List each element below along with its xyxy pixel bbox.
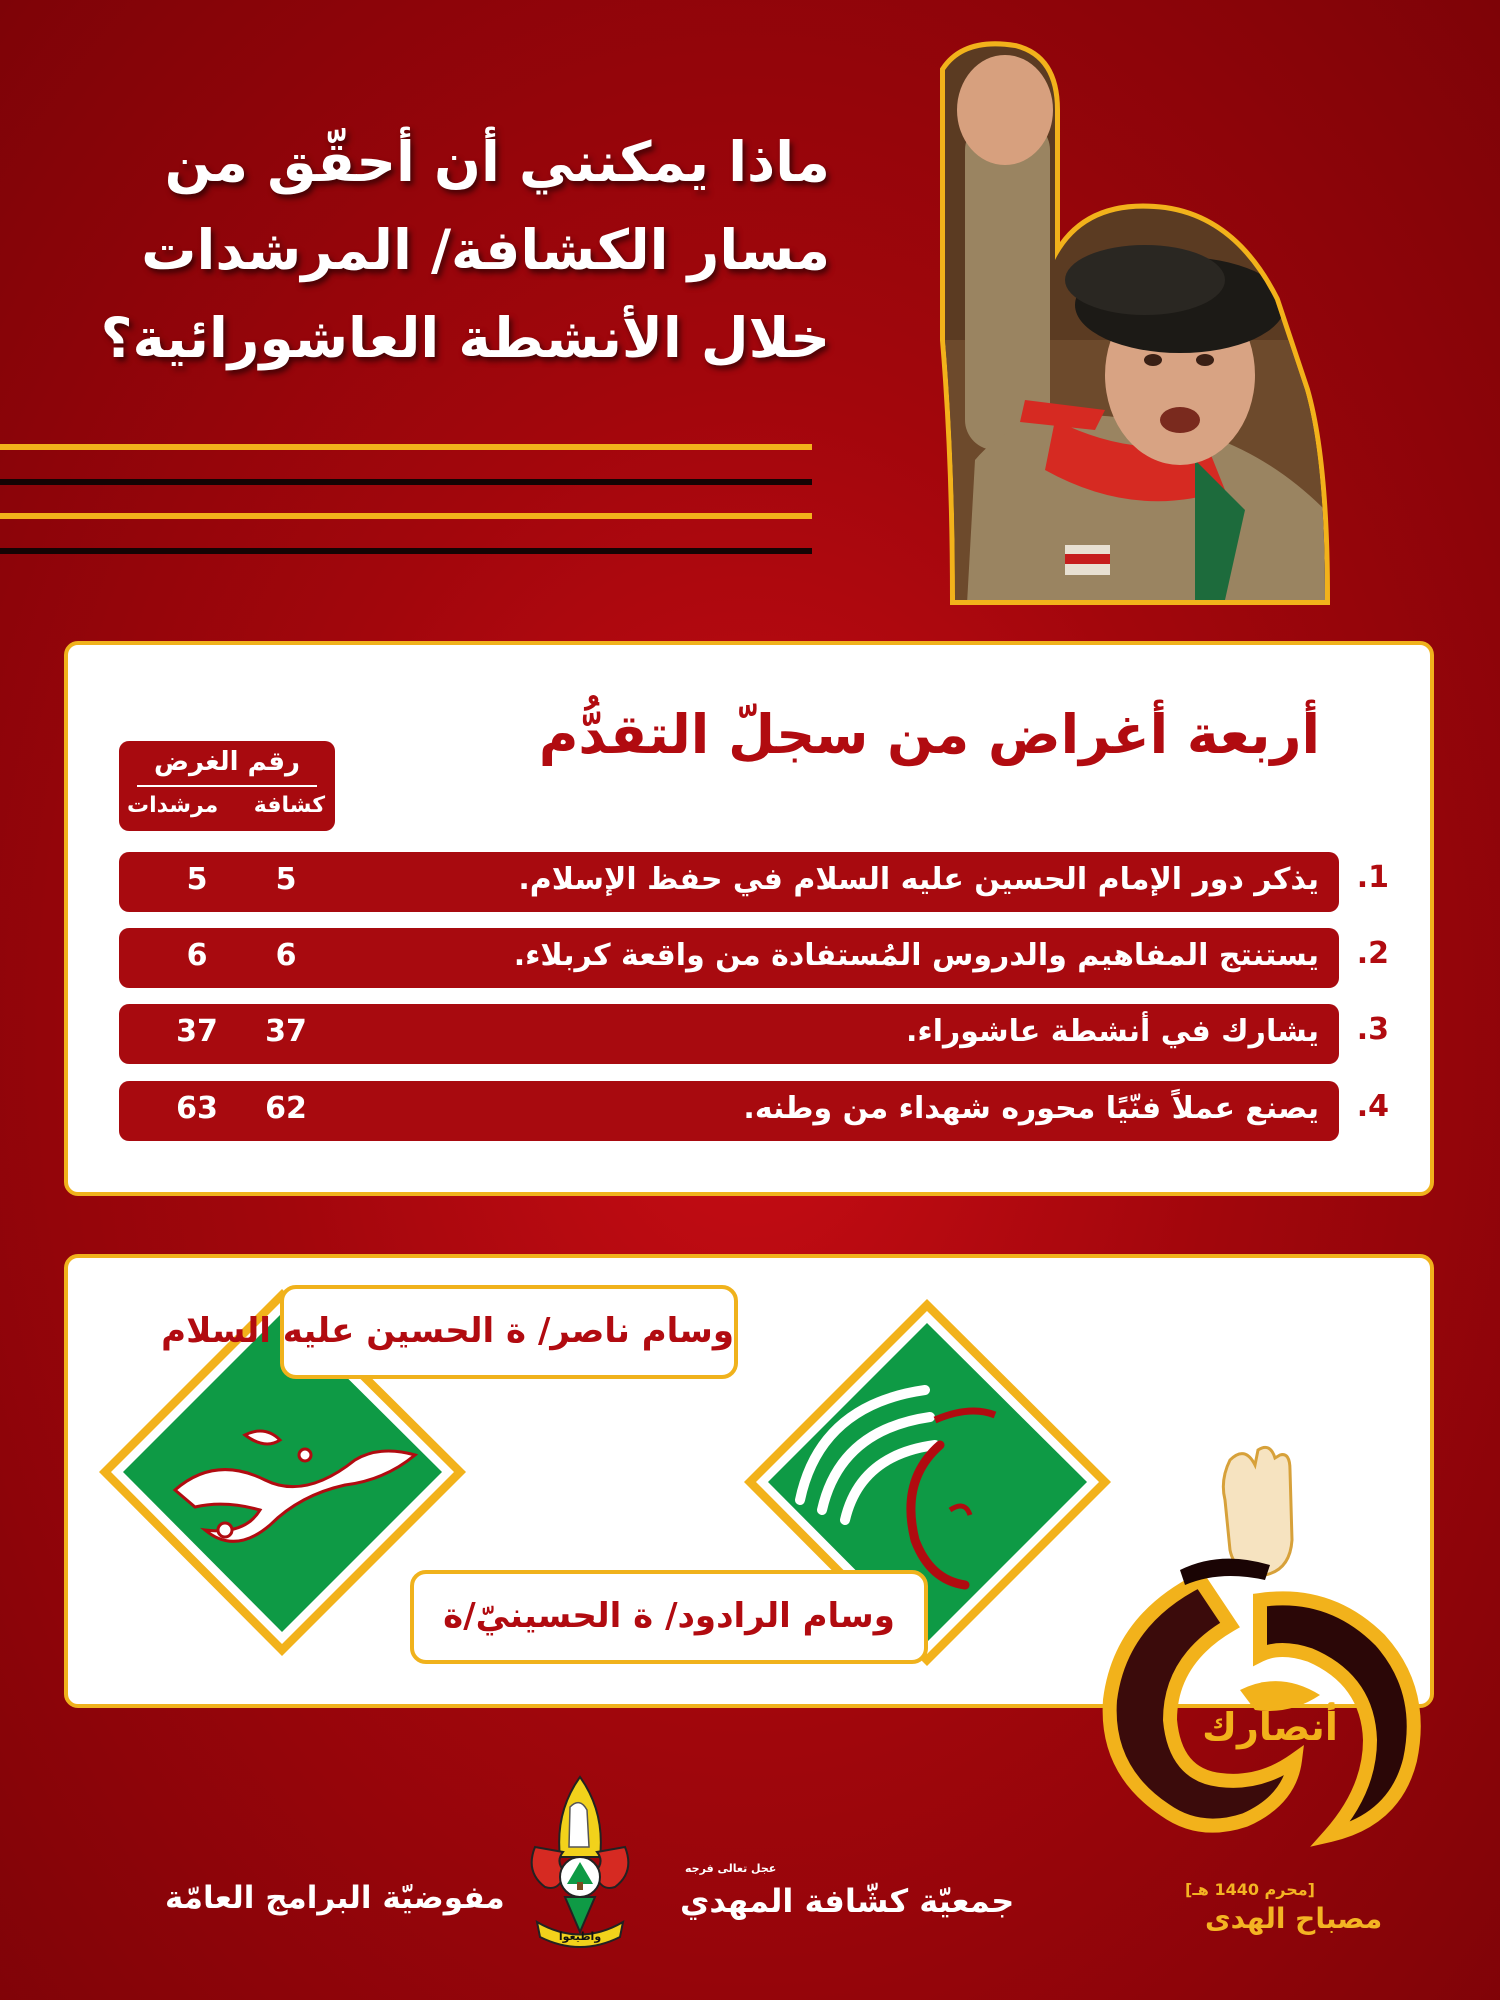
ansarak-campaign-logo (1080, 1440, 1460, 1880)
objective-guides-number: 6 (186, 938, 208, 973)
objectives-heading: أربعة أغراض من سجلّ التقدُّم (538, 703, 1320, 766)
programs-office: مفوضيّة البرامج العامّة (165, 1880, 505, 1916)
objective-guides-number: 37 (176, 1014, 218, 1049)
decorative-stripe (0, 513, 812, 519)
objectives-panel (64, 641, 1434, 1196)
page-title (100, 118, 830, 382)
raised-hand-icon (1223, 1447, 1292, 1575)
objective-number-legend (119, 741, 335, 831)
title-line-1: ماذا يمكنني أن أحقّق من (164, 130, 830, 194)
decorative-stripe (0, 444, 812, 450)
decorative-stripe (0, 479, 812, 485)
legend-title: رقم الغرض (154, 747, 300, 777)
association-name: جمعيّة كشّافة المهدي (680, 1882, 1015, 1920)
objective-guides-number: 63 (176, 1091, 218, 1126)
hand-icon (569, 1803, 589, 1847)
objective-text: يستنتج المفاهيم والدروس المُستفادة من واقعة كربلاء. (513, 938, 1319, 973)
objective-row (119, 928, 1389, 988)
scout-motto: واطيعوا (558, 1930, 602, 1943)
objective-row (119, 852, 1389, 912)
objective-scouts-number: 37 (265, 1014, 307, 1049)
objective-text: يذكر دور الإمام الحسين عليه السلام في حفظ الإسلام. (518, 862, 1319, 897)
objective-row (119, 1081, 1389, 1141)
objective-row (119, 1004, 1389, 1064)
objective-scouts-number: 6 (275, 938, 297, 973)
objective-guides-number: 5 (186, 862, 208, 897)
mahdi-scouts-emblem (525, 1772, 635, 1952)
objective-scouts-number: 5 (275, 862, 297, 897)
objective-index: .1 (1356, 860, 1389, 895)
radood-badge-text: وسام الرادود/ ة الحسينيّ/ة (443, 1596, 895, 1636)
title-line-3: خلال الأنشطة العاشورائية؟ (100, 306, 830, 370)
legend-divider (137, 785, 317, 787)
campaign-logo-text: أنصارك (1202, 1705, 1338, 1749)
objective-scouts-number: 62 (265, 1091, 307, 1126)
objective-index: .4 (1356, 1089, 1389, 1124)
objective-text: يشارك في أنشطة عاشوراء. (906, 1014, 1319, 1049)
nasir-badge-label (161, 1285, 738, 1379)
scout-photo (905, 40, 1330, 640)
legend-scouts-label: كشافة (253, 793, 325, 818)
legend-guides-label: مرشدات (127, 793, 219, 818)
campaign-year: [محرم 1440 هـ] (1185, 1880, 1315, 1899)
title-line-2: مسار الكشافة/ المرشدات (141, 218, 830, 282)
nasir-badge-text: وسام ناصر/ ة الحسين عليه السلام (161, 1311, 734, 1351)
objective-text: يصنع عملاً فنّيًا محوره شهداء من وطنه. (743, 1091, 1319, 1126)
association-small-text: عجل تعالى فرجه (685, 1862, 777, 1875)
campaign-name: مصباح الهدى (1205, 1902, 1383, 1935)
decorative-stripe (0, 548, 812, 554)
radood-badge-label (410, 1570, 928, 1664)
objective-index: .3 (1356, 1012, 1389, 1047)
objective-index: .2 (1356, 936, 1389, 971)
